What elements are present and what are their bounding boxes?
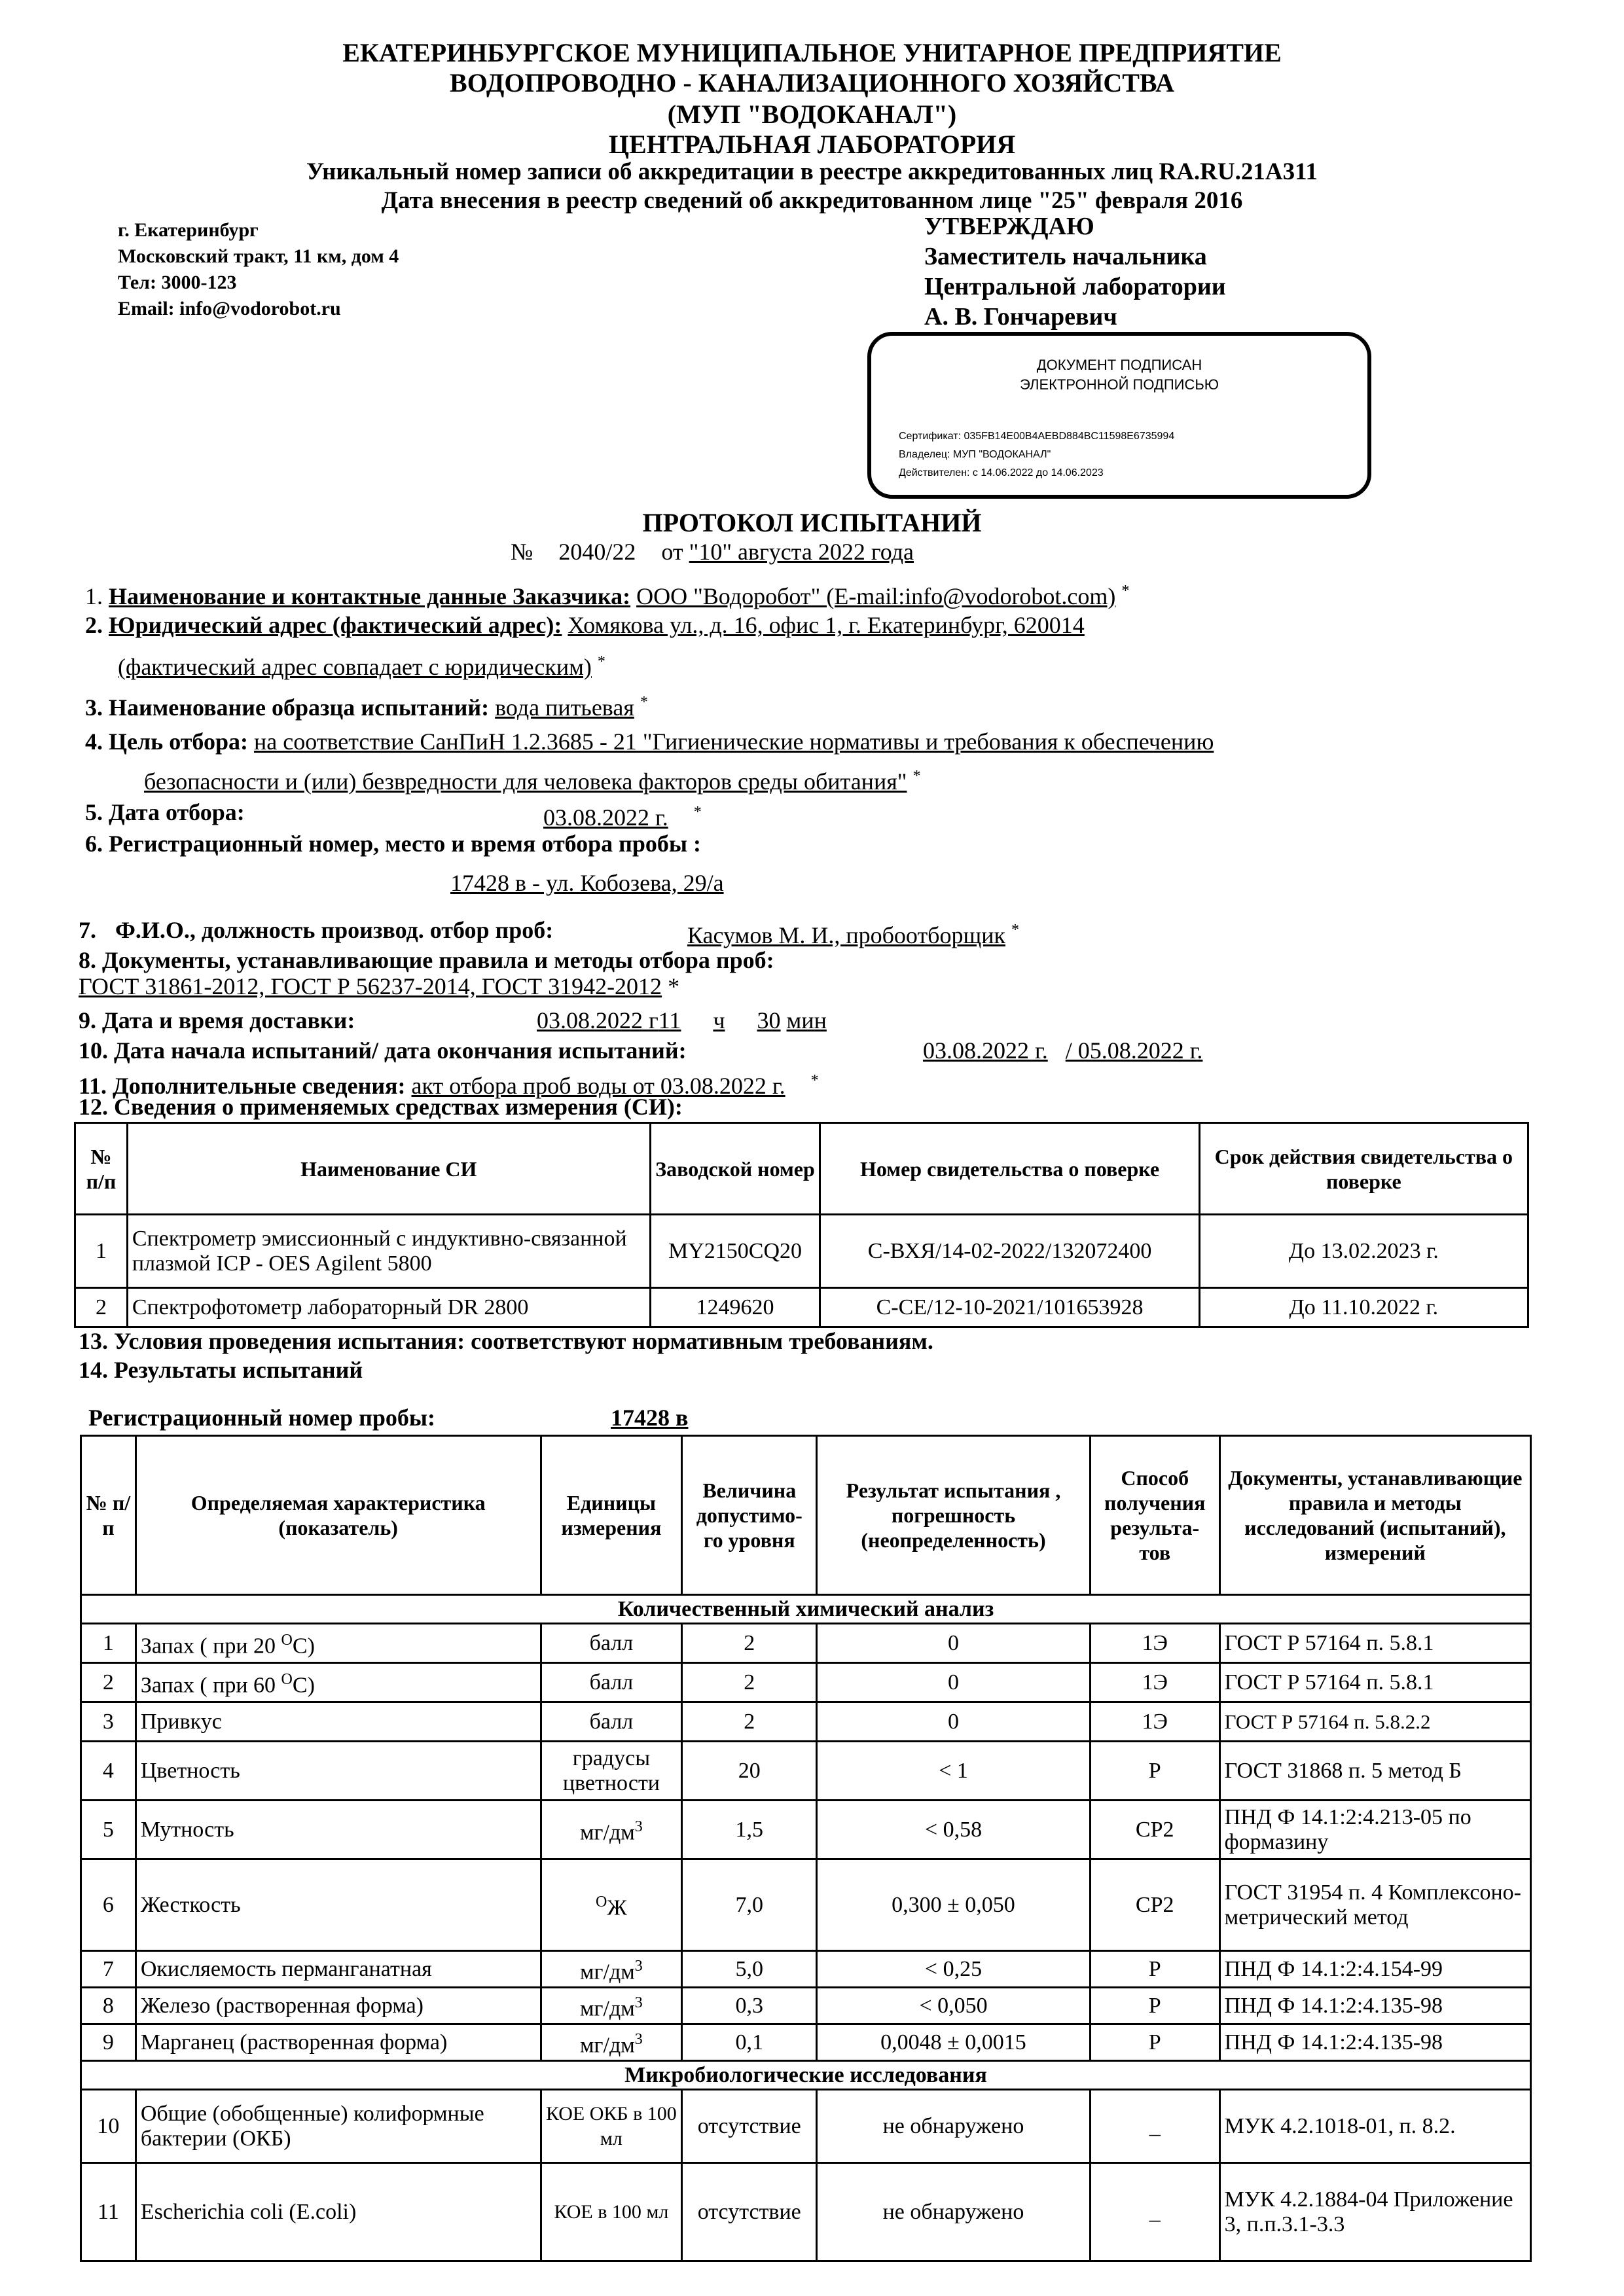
- section-microbiology: Микробиологические исследования: [81, 2061, 1531, 2090]
- cell-document: МУК 4.2.1018-01, п. 8.2.: [1219, 2090, 1530, 2163]
- asterisk: *: [1121, 583, 1130, 600]
- asterisk: *: [912, 768, 921, 785]
- cell-limit: 5,0: [682, 1951, 817, 1988]
- cell-result: 0,300 ± 0,050: [817, 1859, 1091, 1951]
- cell-method: Р: [1090, 1951, 1219, 1988]
- cell-unit: градусы цветности: [541, 1742, 682, 1801]
- column-header: № п/п: [75, 1123, 128, 1215]
- field-label: Юридический адрес (фактический адрес):: [109, 612, 562, 638]
- asterisk: *: [668, 973, 680, 999]
- field-number: 8.: [79, 947, 96, 973]
- asterisk: *: [693, 804, 702, 821]
- field-sampling-date-value: [543, 798, 702, 831]
- cell-document: ГОСТ 31868 п. 5 метод Б: [1219, 1742, 1530, 1801]
- conditions-statement: 13. Условия проведения испытания: соответствуют нормативным требованиям.: [79, 1328, 933, 1354]
- field-registration-value: 17428 в - ул. Кобозева, 29/а: [450, 870, 724, 896]
- cell-number: 8: [81, 1988, 136, 2024]
- field-label: Дата и время доставки:: [102, 1007, 355, 1033]
- field-documents-value: [79, 973, 679, 1000]
- delivery-date: 03.08.2022 г: [537, 1007, 659, 1033]
- results-table: [80, 1435, 1532, 2262]
- field-value: ООО "Водоробот" (E-mail:info@vodorobot.com): [636, 583, 1116, 609]
- hours-label: ч: [713, 1007, 725, 1033]
- unit-text: мг/дм: [580, 1820, 635, 1845]
- unit-text: мг/дм: [580, 2033, 635, 2058]
- column-header: Определяемая характеристика (показатель): [135, 1436, 541, 1595]
- signature-certificate: Сертификат: 035FB14E00B4AEBD884BC11598E6735994: [899, 431, 1175, 442]
- cell-limit: 2: [682, 1702, 817, 1742]
- protocol-date: "10" августа 2022 года: [689, 539, 914, 565]
- cell-unit: КОЕ ОКБ в 100 мл: [541, 2090, 682, 2163]
- signature-owner: Владелец: МУП "ВОДОКАНАЛ": [899, 449, 1051, 460]
- cell-result: < 0,050: [817, 1988, 1091, 2024]
- cell-unit: [541, 1859, 682, 1951]
- table-row: [75, 1288, 1528, 1327]
- field-value: безопасности и (или) безвредности для человека факторов среды обитания": [144, 768, 907, 795]
- field-registration: [85, 830, 701, 857]
- approval-name: А. В. Гончаревич: [924, 303, 1117, 331]
- cell-number: 2: [81, 1663, 136, 1702]
- column-header: № п/п: [81, 1436, 136, 1595]
- cell-parameter: Окисляемость перманганатная: [135, 1951, 541, 1988]
- cell-result: 0: [817, 1663, 1091, 1702]
- approval-position-1: Заместитель начальника: [924, 243, 1207, 270]
- cell-result: 0: [817, 1624, 1091, 1663]
- cell-parameter: [135, 1663, 541, 1702]
- protocol-title: ПРОТОКОЛ ИСПЫТАНИЙ: [642, 508, 982, 537]
- cell-unit: [541, 1951, 682, 1988]
- section-row: [81, 1595, 1531, 1624]
- field-label: Регистрационный номер, место и время отбора пробы :: [109, 831, 702, 857]
- unit-sup: 3: [634, 1957, 643, 1975]
- field-sampler-value: [687, 916, 1019, 949]
- field-label: Наименование образца испытаний:: [109, 694, 490, 721]
- cell-method: _: [1090, 2163, 1219, 2261]
- protocol-number-line: [511, 538, 914, 565]
- cell-parameter: Мутность: [135, 1801, 541, 1859]
- org-name-line2: ВОДОПРОВОДНО - КАНАЛИЗАЦИОННОГО ХОЗЯЙСТВА: [450, 68, 1174, 98]
- cell-number: 4: [81, 1742, 136, 1801]
- table-row: [81, 1663, 1531, 1702]
- unit-sup: 3: [634, 1994, 643, 2011]
- protocol-from-label: от: [661, 539, 683, 565]
- cell-limit: 1,5: [682, 1801, 817, 1859]
- electronic-signature-stamp: [867, 332, 1371, 499]
- cell-unit: [541, 1801, 682, 1859]
- parameter-text: Запах ( при 60: [140, 1673, 281, 1698]
- cell-parameter: Общие (обобщенные) колиформные бактерии (ОКБ): [135, 2090, 541, 2163]
- address-phone: Тел: 3000-123: [118, 272, 237, 293]
- field-label: Дата отбора:: [109, 799, 245, 825]
- field-number: 6.: [85, 831, 103, 857]
- asterisk: *: [640, 694, 648, 711]
- field-test-dates: [79, 1037, 687, 1064]
- table-row: [81, 1951, 1531, 1988]
- field-value: Касумов М. И., пробоотборщик: [687, 922, 1005, 948]
- cell-document: ГОСТ Р 57164 п. 5.8.1: [1219, 1663, 1530, 1702]
- field-label: Дата начала испытаний/ дата окончания испытаний:: [114, 1037, 687, 1064]
- field-sampling-date: [85, 798, 245, 826]
- signature-caption-line1: ДОКУМЕНТ ПОДПИСАН: [1036, 357, 1202, 373]
- test-start-date: 03.08.2022 г.: [923, 1037, 1048, 1064]
- field-value: (фактический адрес совпадает с юридическим): [118, 654, 592, 680]
- cell-method: 1Э: [1090, 1702, 1219, 1742]
- field-number: 1.: [85, 583, 103, 609]
- number-sign: №: [511, 539, 533, 565]
- cell-document: ГОСТ Р 57164 п. 5.8.1: [1219, 1624, 1530, 1663]
- field-documents: [79, 946, 774, 974]
- cell-unit: КОЕ в 100 мл: [541, 2163, 682, 2261]
- column-header: Способ получения результа-тов: [1090, 1436, 1219, 1595]
- cell-number: 1: [81, 1624, 136, 1663]
- cell-instrument: Спектрометр эмиссионный с индуктивно-связанной плазмой ICP - OES Agilent 5800: [127, 1215, 650, 1288]
- cell-result: 0,0048 ± 0,0015: [817, 2024, 1091, 2061]
- parameter-unit: C): [292, 1673, 315, 1698]
- field-number: 9.: [79, 1007, 96, 1033]
- delivery-minutes: 30: [757, 1007, 781, 1033]
- field-number: 5.: [85, 799, 103, 825]
- cell-method: _: [1090, 2090, 1219, 2163]
- field-si-title: 12. Сведения о применяемых средствах измерения (СИ):: [79, 1094, 683, 1120]
- cell-certificate: С-СЕ/12-10-2021/101653928: [820, 1288, 1199, 1327]
- org-name-line1: ЕКАТЕРИНБУРГСКОЕ МУНИЦИПАЛЬНОЕ УНИТАРНОЕ ПРЕДПРИЯТИЕ: [342, 38, 1282, 67]
- cell-parameter: Привкус: [135, 1702, 541, 1742]
- field-value: на соответствие СанПиН 1.2.3685 - 21 "Гигиенические нормативы и требования к обеспечению: [253, 728, 1214, 755]
- cell-parameter: Жесткость: [135, 1859, 541, 1951]
- field-sampler: [79, 916, 553, 944]
- cell-number: 1: [75, 1215, 128, 1288]
- table-row: [81, 1742, 1531, 1801]
- cell-method: 1Э: [1090, 1624, 1219, 1663]
- cell-limit: 0,3: [682, 1988, 817, 2024]
- sample-number-value: 17428 в: [611, 1405, 689, 1431]
- field-label: Ф.И.О., должность производ. отбор проб:: [115, 917, 554, 943]
- cell-number: 6: [81, 1859, 136, 1951]
- cell-validity: До 13.02.2023 г.: [1199, 1215, 1528, 1288]
- section-row: [81, 2061, 1531, 2090]
- cell-validity: До 11.10.2022 г.: [1199, 1288, 1528, 1327]
- field-number: 3.: [85, 694, 103, 721]
- cell-document: ПНД Ф 14.1:2:4.154-99: [1219, 1951, 1530, 1988]
- table-row: [81, 1624, 1531, 1663]
- delivery-hours: 11: [658, 1007, 681, 1033]
- unit-text: Ж: [607, 1895, 627, 1920]
- cell-result: не обнаружено: [817, 2090, 1091, 2163]
- degree-sup: O: [596, 1893, 607, 1910]
- sample-number-label: Регистрационный номер пробы:: [88, 1405, 435, 1431]
- table-row: [81, 1702, 1531, 1742]
- cell-method: Р: [1090, 1742, 1219, 1801]
- field-value: вода питьевая: [495, 694, 634, 721]
- table-header-row: [75, 1123, 1528, 1215]
- cell-limit: отсутствие: [682, 2163, 817, 2261]
- field-delivery-value: [537, 1007, 827, 1034]
- cell-parameter: Марганец (растворенная форма): [135, 2024, 541, 2061]
- column-header: Единицы измерения: [541, 1436, 682, 1595]
- cell-instrument: Спектрофотометр лабораторный DR 2800: [127, 1288, 650, 1327]
- section-chemical: Количественный химический анализ: [81, 1595, 1531, 1624]
- minutes-label: мин: [786, 1007, 827, 1033]
- cell-number: 9: [81, 2024, 136, 2061]
- field-customer: [85, 577, 1129, 610]
- table-row: [81, 1859, 1531, 1951]
- column-header: Наименование СИ: [127, 1123, 650, 1215]
- table-row: [75, 1215, 1528, 1288]
- cell-document: ПНД Ф 14.1:2:4.135-98: [1219, 1988, 1530, 2024]
- unit-text: мг/дм: [580, 1996, 635, 2021]
- field-sample-name: [85, 689, 648, 721]
- field-test-dates-value: [923, 1037, 1202, 1064]
- accreditation-number: Уникальный номер записи об аккредитации в реестре аккредитованных лиц RA.RU.21A311: [306, 158, 1318, 185]
- degree-sup: O: [281, 1631, 293, 1649]
- unit-sup: 3: [634, 2030, 643, 2048]
- cell-document: ГОСТ 31954 п. 4 Комплексоно-метрический метод: [1219, 1859, 1530, 1951]
- column-header: Срок действия свидетельства о поверке: [1199, 1123, 1528, 1215]
- cell-parameter: [135, 1624, 541, 1663]
- signature-validity: Действителен: с 14.06.2022 до 14.06.2023: [899, 467, 1104, 478]
- cell-result: не обнаружено: [817, 2163, 1091, 2261]
- cell-certificate: С-ВХЯ/14-02-2022/132072400: [820, 1215, 1199, 1288]
- field-label: Цель отбора:: [109, 728, 248, 755]
- cell-number: 11: [81, 2163, 136, 2261]
- address-email: Email: info@vodorobot.ru: [118, 298, 341, 319]
- cell-method: Р: [1090, 2024, 1219, 2061]
- cell-parameter: Escherichia coli (E.coli): [135, 2163, 541, 2261]
- field-purpose-cont: [85, 762, 920, 795]
- field-value: ГОСТ 31861-2012, ГОСТ Р 56237-2014, ГОСТ 31942-2012: [79, 973, 662, 999]
- field-label: Документы, устанавливающие правила и методы отбора проб:: [102, 947, 774, 973]
- lab-name: ЦЕНТРАЛЬНАЯ ЛАБОРАТОРИЯ: [608, 130, 1016, 159]
- cell-number: 5: [81, 1801, 136, 1859]
- cell-result: < 1: [817, 1742, 1091, 1801]
- cell-method: СР2: [1090, 1859, 1219, 1951]
- column-header: Величина допустимо-го уровня: [682, 1436, 817, 1595]
- field-value: Хомякова ул., д. 16, офис 1, г. Екатеринбург, 620014: [568, 612, 1085, 638]
- asterisk: *: [1011, 922, 1019, 939]
- column-header: Документы, устанавливающие правила и методы исследований (испытаний), измерений: [1219, 1436, 1530, 1595]
- approval-position-2: Центральной лаборатории: [924, 273, 1226, 300]
- signature-details: [899, 427, 1174, 482]
- field-number: 10.: [79, 1037, 108, 1064]
- accreditation-date: Дата внесения в реестр сведений об аккредитованном лице "25" февраля 2016: [381, 187, 1243, 214]
- address-street: Московский тракт, 11 км, дом 4: [118, 245, 399, 267]
- field-value: акт отбора проб воды от 03.08.2022 г.: [411, 1073, 785, 1099]
- field-number: 7.: [79, 917, 96, 943]
- field-label: Дополнительные сведения:: [113, 1073, 406, 1099]
- cell-limit: 7,0: [682, 1859, 817, 1951]
- cell-number: 2: [75, 1288, 128, 1327]
- results-title: 14. Результаты испытаний: [79, 1357, 363, 1383]
- column-header: Результат испытания , погрешность (неопределенность): [817, 1436, 1091, 1595]
- signature-caption: [871, 355, 1367, 395]
- parameter-unit: C): [292, 1634, 315, 1659]
- field-number: 2.: [85, 612, 103, 638]
- field-number: 4.: [85, 728, 103, 755]
- cell-result: 0: [817, 1702, 1091, 1742]
- cell-limit: 2: [682, 1624, 817, 1663]
- measuring-instruments-table: [74, 1122, 1529, 1328]
- cell-result: < 0,58: [817, 1801, 1091, 1859]
- cell-unit: балл: [541, 1702, 682, 1742]
- cell-number: 3: [81, 1702, 136, 1742]
- cell-serial: MY2150CQ20: [650, 1215, 820, 1288]
- cell-serial: 1249620: [650, 1288, 820, 1327]
- test-end-date: / 05.08.2022 г.: [1065, 1037, 1203, 1064]
- unit-sup: 3: [634, 1818, 643, 1835]
- approval-title: УТВЕРЖДАЮ: [924, 213, 1094, 240]
- column-header: Номер свидетельства о поверке: [820, 1123, 1199, 1215]
- cell-limit: 20: [682, 1742, 817, 1801]
- table-row: [81, 2163, 1531, 2261]
- unit-text: мг/дм: [580, 1960, 635, 1984]
- field-delivery: [79, 1007, 355, 1034]
- cell-limit: 0,1: [682, 2024, 817, 2061]
- table-row: [81, 2024, 1531, 2061]
- signature-caption-line2: ЭЛЕКТРОННОЙ ПОДПИСЬЮ: [1019, 376, 1219, 393]
- field-label: Наименование и контактные данные Заказчика:: [109, 583, 631, 609]
- cell-limit: 2: [682, 1663, 817, 1702]
- cell-document: ПНД Ф 14.1:2:4.135-98: [1219, 2024, 1530, 2061]
- column-header: Заводской номер: [650, 1123, 820, 1215]
- field-number: 11.: [79, 1073, 107, 1099]
- cell-unit: [541, 2024, 682, 2061]
- field-purpose: [85, 728, 1214, 755]
- table-row: [81, 1988, 1531, 2024]
- cell-unit: [541, 1988, 682, 2024]
- cell-parameter: Цветность: [135, 1742, 541, 1801]
- table-row: [81, 2090, 1531, 2163]
- org-name-line3: (МУП "ВОДОКАНАЛ"): [667, 99, 957, 129]
- cell-result: < 0,25: [817, 1951, 1091, 1988]
- cell-document: МУК 4.2.1884-04 Приложение 3, п.п.3.1-3.3: [1219, 2163, 1530, 2261]
- table-header-row: [81, 1436, 1531, 1595]
- cell-document: ГОСТ Р 57164 п. 5.8.2.2: [1219, 1702, 1530, 1742]
- cell-document: ПНД Ф 14.1:2:4.213-05 по формазину: [1219, 1801, 1530, 1859]
- cell-method: Р: [1090, 1988, 1219, 2024]
- address-city: г. Екатеринбург: [118, 219, 259, 241]
- field-legal-address: [85, 611, 1085, 639]
- table-row: [81, 1801, 1531, 1859]
- cell-parameter: Железо (растворенная форма): [135, 1988, 541, 2024]
- cell-unit: балл: [541, 1663, 682, 1702]
- cell-number: 7: [81, 1951, 136, 1988]
- parameter-text: Запах ( при 20: [140, 1634, 281, 1659]
- protocol-number: 2040/22: [558, 539, 636, 565]
- cell-unit: балл: [541, 1624, 682, 1663]
- field-actual-address: [85, 648, 605, 681]
- cell-method: 1Э: [1090, 1663, 1219, 1702]
- field-value: 03.08.2022 г.: [543, 804, 668, 831]
- cell-number: 10: [81, 2090, 136, 2163]
- degree-sup: O: [281, 1670, 293, 1688]
- cell-method: СР2: [1090, 1801, 1219, 1859]
- asterisk: *: [597, 653, 605, 670]
- cell-limit: отсутствие: [682, 2090, 817, 2163]
- asterisk: *: [810, 1072, 819, 1089]
